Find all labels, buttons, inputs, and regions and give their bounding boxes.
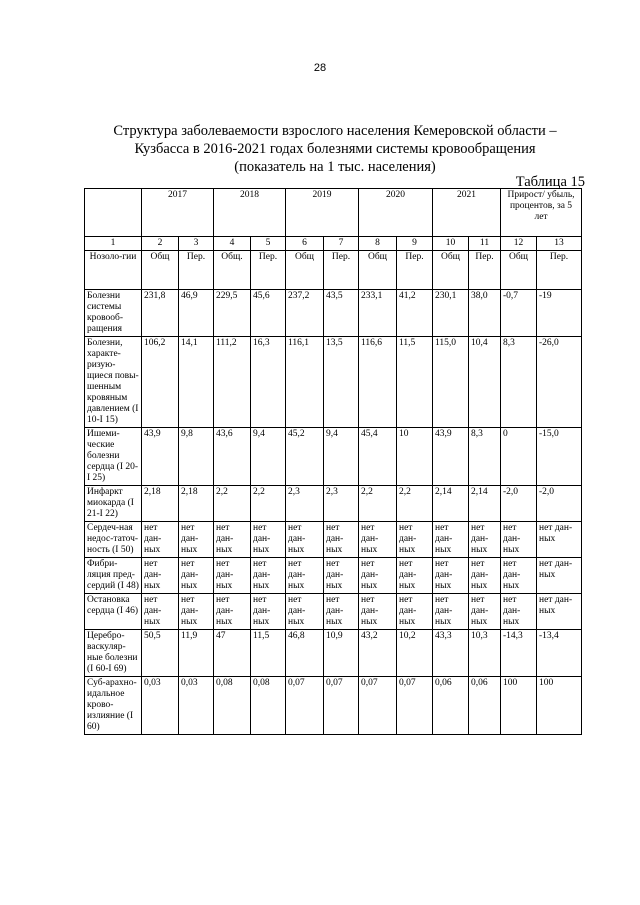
value-cell: нет дан-ных xyxy=(397,594,433,630)
subheader-cell: Пер. xyxy=(251,251,286,290)
value-cell: 0,06 xyxy=(469,677,501,735)
column-number-cell: 5 xyxy=(251,237,286,251)
value-cell: 11,5 xyxy=(251,630,286,677)
value-cell: нет дан-ных xyxy=(179,558,214,594)
table-row xyxy=(85,486,582,522)
value-cell: нет дан-ных xyxy=(537,522,582,558)
value-cell: 115,0 xyxy=(433,337,469,428)
value-cell: нет дан-ных xyxy=(469,522,501,558)
value-cell: 100 xyxy=(537,677,582,735)
value-cell: нет дан-ных xyxy=(433,522,469,558)
value-cell: 10,9 xyxy=(324,630,359,677)
page-number: 28 xyxy=(313,62,327,74)
column-number-cell: 8 xyxy=(359,237,397,251)
table-row xyxy=(85,337,582,428)
subheader-cell: Общ xyxy=(501,251,537,290)
value-cell: -19 xyxy=(537,290,582,337)
value-cell: 106,2 xyxy=(142,337,179,428)
value-cell: 237,2 xyxy=(286,290,324,337)
row-name-cell: Болезни системы кровооб-ращения xyxy=(85,290,142,337)
value-cell: 43,3 xyxy=(433,630,469,677)
value-cell: 38,0 xyxy=(469,290,501,337)
value-cell: -13,4 xyxy=(537,630,582,677)
value-cell: 116,6 xyxy=(359,337,397,428)
value-cell: 2,18 xyxy=(142,486,179,522)
column-number-cell: 12 xyxy=(501,237,537,251)
subheader-cell: Пер. xyxy=(469,251,501,290)
value-cell: нет дан-ных xyxy=(537,558,582,594)
value-cell: -26,0 xyxy=(537,337,582,428)
column-number-cell: 1 xyxy=(85,237,142,251)
value-cell: нет дан-ных xyxy=(251,522,286,558)
value-cell: 2,18 xyxy=(179,486,214,522)
value-cell: 11,5 xyxy=(397,337,433,428)
year-header-cell: 2018 xyxy=(214,189,286,237)
value-cell: нет дан-ных xyxy=(214,522,251,558)
column-number-cell: 13 xyxy=(537,237,582,251)
table-row xyxy=(85,522,582,558)
value-cell: 11,9 xyxy=(179,630,214,677)
page-title xyxy=(90,122,580,176)
table-row xyxy=(85,290,582,337)
value-cell: 16,3 xyxy=(251,337,286,428)
row-name-cell: Фибри-ляция пред-сердий (I 48) xyxy=(85,558,142,594)
table-row xyxy=(85,558,582,594)
value-cell: 2,3 xyxy=(324,486,359,522)
value-cell: 8,3 xyxy=(501,337,537,428)
table-label: Таблица 15 xyxy=(515,174,585,190)
growth-header-cell: Прирост/ убыль, процентов, за 5 лет xyxy=(501,189,582,237)
value-cell: -2,0 xyxy=(501,486,537,522)
value-cell: 45,2 xyxy=(286,428,324,486)
subheader-cell: Пер. xyxy=(324,251,359,290)
subheader-cell: Пер. xyxy=(537,251,582,290)
value-cell: 13,5 xyxy=(324,337,359,428)
value-cell: 2,2 xyxy=(214,486,251,522)
value-cell: 43,2 xyxy=(359,630,397,677)
value-cell: 45,4 xyxy=(359,428,397,486)
value-cell: 47 xyxy=(214,630,251,677)
column-number-cell: 11 xyxy=(469,237,501,251)
value-cell: 9,4 xyxy=(251,428,286,486)
value-cell: -0,7 xyxy=(501,290,537,337)
value-cell: 2,14 xyxy=(433,486,469,522)
value-cell: нет дан-ных xyxy=(433,594,469,630)
value-cell: 2,2 xyxy=(251,486,286,522)
row-name-cell: Суб-арахно-идальное крово-излияние (I 60) xyxy=(85,677,142,735)
value-cell: нет дан-ных xyxy=(469,594,501,630)
value-cell: нет дан-ных xyxy=(433,558,469,594)
column-number-cell: 10 xyxy=(433,237,469,251)
value-cell: нет дан-ных xyxy=(501,594,537,630)
value-cell: 9,8 xyxy=(179,428,214,486)
value-cell: нет дан-ных xyxy=(501,522,537,558)
value-cell: нет дан-ных xyxy=(179,522,214,558)
value-cell: нет дан-ных xyxy=(286,558,324,594)
subheader-cell: Общ xyxy=(286,251,324,290)
row-name-cell: Сердеч-ная недос-таточ-ность (I 50) xyxy=(85,522,142,558)
subheader-cell: Общ xyxy=(142,251,179,290)
table-row xyxy=(85,630,582,677)
value-cell: нет дан-ных xyxy=(501,558,537,594)
value-cell: 10,4 xyxy=(469,337,501,428)
nosology-header-cell: Нозоло-гии xyxy=(85,251,142,290)
value-cell: 46,9 xyxy=(179,290,214,337)
value-cell: 0,07 xyxy=(324,677,359,735)
column-number-cell: 6 xyxy=(286,237,324,251)
column-number-cell: 3 xyxy=(179,237,214,251)
column-number-cell: 7 xyxy=(324,237,359,251)
value-cell: 231,8 xyxy=(142,290,179,337)
year-header-cell: 2021 xyxy=(433,189,501,237)
value-cell: 10,2 xyxy=(397,630,433,677)
subheader-row xyxy=(85,251,582,290)
row-name-cell: Инфаркт миокарда (I 21-I 22) xyxy=(85,486,142,522)
value-cell: 45,6 xyxy=(251,290,286,337)
title-line-1: Структура заболеваемости взрослого населения Кемеровской области – xyxy=(113,123,557,139)
empty-header-cell xyxy=(85,189,142,237)
value-cell: нет дан-ных xyxy=(359,558,397,594)
value-cell: нет дан-ных xyxy=(142,558,179,594)
value-cell: нет дан-ных xyxy=(251,594,286,630)
value-cell: 8,3 xyxy=(469,428,501,486)
value-cell: нет дан-ных xyxy=(537,594,582,630)
value-cell: 43,6 xyxy=(214,428,251,486)
value-cell: 14,1 xyxy=(179,337,214,428)
value-cell: нет дан-ных xyxy=(359,522,397,558)
value-cell: 0,08 xyxy=(251,677,286,735)
value-cell: 111,2 xyxy=(214,337,251,428)
value-cell: 100 xyxy=(501,677,537,735)
value-cell: 116,1 xyxy=(286,337,324,428)
title-line-2: Кузбасса в 2016-2021 годах болезнями системы кровообращения xyxy=(134,141,536,157)
value-cell: 43,5 xyxy=(324,290,359,337)
subheader-cell: Общ xyxy=(433,251,469,290)
value-cell: -15,0 xyxy=(537,428,582,486)
value-cell: 41,2 xyxy=(397,290,433,337)
table-row xyxy=(85,677,582,735)
value-cell: 43,9 xyxy=(142,428,179,486)
year-header-cell: 2019 xyxy=(286,189,359,237)
title-line-3: (показатель на 1 тыс. населения) xyxy=(234,159,436,175)
year-header-row xyxy=(85,189,582,237)
row-name-cell: Ишеми-ческие болезни сердца (I 20-I 25) xyxy=(85,428,142,486)
morbidity-table xyxy=(84,188,582,735)
value-cell: нет дан-ных xyxy=(324,558,359,594)
value-cell: нет дан-ных xyxy=(142,522,179,558)
value-cell: -2,0 xyxy=(537,486,582,522)
table-row xyxy=(85,428,582,486)
value-cell: 0,06 xyxy=(433,677,469,735)
row-name-cell: Церебро-васкуляр-ные болезни (I 60-I 69) xyxy=(85,630,142,677)
table-row xyxy=(85,594,582,630)
value-cell: 43,9 xyxy=(433,428,469,486)
column-number-cell: 2 xyxy=(142,237,179,251)
year-header-cell: 2017 xyxy=(142,189,214,237)
value-cell: нет дан-ных xyxy=(469,558,501,594)
value-cell: нет дан-ных xyxy=(214,594,251,630)
value-cell: 9,4 xyxy=(324,428,359,486)
value-cell: 2,14 xyxy=(469,486,501,522)
value-cell: нет дан-ных xyxy=(397,558,433,594)
value-cell: 2,3 xyxy=(286,486,324,522)
year-header-cell: 2020 xyxy=(359,189,433,237)
column-number-cell: 4 xyxy=(214,237,251,251)
value-cell: нет дан-ных xyxy=(324,522,359,558)
value-cell: 0,07 xyxy=(359,677,397,735)
column-number-cell: 9 xyxy=(397,237,433,251)
subheader-cell: Пер. xyxy=(179,251,214,290)
value-cell: 0,07 xyxy=(397,677,433,735)
value-cell: 10 xyxy=(397,428,433,486)
value-cell: 50,5 xyxy=(142,630,179,677)
value-cell: 0,07 xyxy=(286,677,324,735)
value-cell: 2,2 xyxy=(359,486,397,522)
value-cell: 233,1 xyxy=(359,290,397,337)
value-cell: нет дан-ных xyxy=(251,558,286,594)
row-name-cell: Болезни, характе-ризую-щиеся повы-шенным кровяным давлением (I 10-I 15) xyxy=(85,337,142,428)
value-cell: нет дан-ных xyxy=(179,594,214,630)
value-cell: 10,3 xyxy=(469,630,501,677)
value-cell: 230,1 xyxy=(433,290,469,337)
value-cell: нет дан-ных xyxy=(142,594,179,630)
value-cell: 46,8 xyxy=(286,630,324,677)
row-name-cell: Остановка сердца (I 46) xyxy=(85,594,142,630)
column-number-row xyxy=(85,237,582,251)
value-cell: 0,03 xyxy=(142,677,179,735)
subheader-cell: Общ xyxy=(359,251,397,290)
value-cell: 0,08 xyxy=(214,677,251,735)
value-cell: нет дан-ных xyxy=(286,594,324,630)
value-cell: 229,5 xyxy=(214,290,251,337)
value-cell: нет дан-ных xyxy=(359,594,397,630)
value-cell: 0,03 xyxy=(179,677,214,735)
value-cell: нет дан-ных xyxy=(397,522,433,558)
value-cell: -14,3 xyxy=(501,630,537,677)
value-cell: 2,2 xyxy=(397,486,433,522)
subheader-cell: Пер. xyxy=(397,251,433,290)
value-cell: нет дан-ных xyxy=(324,594,359,630)
value-cell: 0 xyxy=(501,428,537,486)
value-cell: нет дан-ных xyxy=(286,522,324,558)
value-cell: нет дан-ных xyxy=(214,558,251,594)
subheader-cell: Общ. xyxy=(214,251,251,290)
